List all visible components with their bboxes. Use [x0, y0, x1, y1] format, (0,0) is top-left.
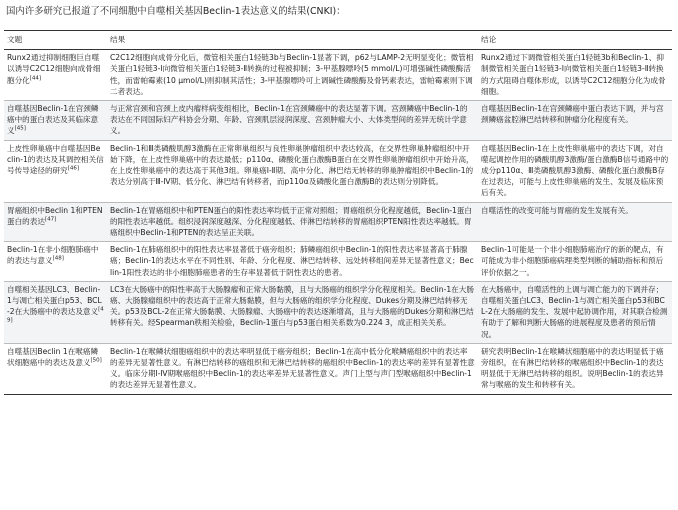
table-caption: 国内许多研究已报道了不同细胞中自噬相关基因Beclin-1表达意义的结果(CNKI)： — [6, 6, 346, 17]
row-result: Beclin-1在胃癌组织中和PTEN蛋白的阳性表达率均低于正常对照组；胃癌组织分化程度越低，Beclin-1蛋白的阳性表达率越低。组织浸润深度越深、分化程度越低、伴淋巴结转移的胃癌组织PTEN阳性表达率越低。胃癌组织中Beclin-1和PTEN的表达呈正关联。 — [107, 202, 478, 242]
table-row — [4, 242, 672, 282]
table-row — [4, 281, 672, 343]
row-title-cell — [4, 140, 107, 202]
reference-mark: [44] — [29, 75, 42, 82]
reference-mark: [45] — [14, 125, 26, 132]
row-result: Beclin-1在肺癌组织中的阳性表达率显著低于癌旁组织；肺鳞癌组织中Beclin-1的阳性表达率显著高于肺腺癌；Beclin-1的表达水平在不同性别、年龄、分化程度、淋巴结转移、远处转移组间差异无显著性意义；Beclin-1阳性表达的非小细胞肺癌患者的生存率显著低于阴性表达的患者。 — [107, 242, 478, 282]
row-result: LC3在大肠癌中的阳性率高于大肠腺瘤和正常大肠黏膜，且与大肠癌的组织学分化程度相关。Beclin-1在大肠癌、大肠腺瘤组织中的表达高于正常大肠黏膜，但与大肠癌的组织学分化程度、Dukes分期及淋巴结转移无关。p53及BCL-2在正常大肠黏膜、大肠腺瘤、大肠癌中的表达逐渐增高，且与大肠癌的Dukes分期和淋巴结转移有关。经Spearman秩相关检验，Beclin-1蛋白与p53蛋白相关系数为0.224 3，成正相关关系。 — [107, 281, 478, 343]
header-results: 结果 — [107, 31, 478, 50]
table-row — [4, 101, 672, 141]
row-title-cell — [4, 50, 107, 101]
row-title: Runx2通过抑制细胞巨自噬以诱导C2C12细胞向成骨细胞分化 — [7, 53, 101, 85]
table-row — [4, 343, 672, 394]
row-title-cell — [4, 343, 107, 394]
row-title-cell — [4, 242, 107, 282]
row-conclusion: 自噬基因Beclin-1在宫颈鳞癌中蛋白表达下调，并与宫颈鳞癌盆腔淋巴结转移和肿瘤分化程度有关。 — [478, 101, 672, 141]
table-row — [4, 140, 672, 202]
row-title: 胃癌组织中Beclin 1和PTEN蛋白的表达 — [7, 205, 103, 226]
header-conclusion: 结论 — [478, 31, 672, 50]
row-conclusion: 自噬活性的改变可能与胃癌的发生发展有关。 — [478, 202, 672, 242]
row-result: Beclin-1在喉鳞状细胞癌组织中的表达率明显低于癌旁组织；Beclin-1在高中低分化喉鳞癌组织中的表达率的差异无显著性意义。有淋巴结转移的癌组织和无淋巴结转移的癌组织中Beclin-1的表达率的差异有显著性意义。临床分期Ⅰ-Ⅳ期喉癌组织中Beclin-1的表达率差异无显著性意义。声门上型与声门型喉癌组织中Beclin-1的表达差异无显著性意义。 — [107, 343, 478, 394]
row-result: C2C12细胞向成骨分化后，微管相关蛋白1轻链3b与Beclin-1显著下调，p62与LAMP-2无明显变化；微管相关蛋白1轻链3-Ⅰ向微管相关蛋白1轻链3-Ⅱ转换的过程被抑制；3-甲基腺嘌呤(5 mmol/L)可增强碱性磷酸酶活性，而雷帕霉素(10 μmol/L)则抑制其活性；3-甲基腺嘌呤可上调碱性磷酸酶及骨钙素表达，雷帕霉素则下调二者表达。 — [107, 50, 478, 101]
row-conclusion: 研究表明Beclin-1在喉鳞状细胞癌中的表达明显低于癌旁组织，在有淋巴结转移的喉癌组织中Beclin-1的表达明显低于无淋巴结转移的组织。说明Beclin-1的表达异常与喉癌的发生和转移有关。 — [478, 343, 672, 394]
row-conclusion: 自噬基因Beclin-1在上皮性卵巢癌中的表达下调，对自噬起调控作用的磷酸肌醇3激酶/蛋白激酶B信号通路中的成分p110α、Ⅲ类磷酸肌醇3激酶、磷酸化蛋白激酶B存在过表达，可能与上皮性卵巢癌的发生、发展及临床预后有关。 — [478, 140, 672, 202]
row-title-cell — [4, 101, 107, 141]
row-conclusion: 在大肠癌中，自噬活性的上调与凋亡能力的下调并存；自噬相关蛋白LC3、Beclin-1与凋亡相关蛋白p53和BCL-2在大肠癌的发生、发展中起协调作用，对其联合检测有助于了解和判断大肠癌的进展程度及患者的预后情况。 — [478, 281, 672, 343]
table-header-row — [4, 31, 672, 50]
row-title: 自噬基因Beclin 1在喉癌鳞状细胞癌中的表达及意义 — [7, 346, 99, 368]
row-result: Beclin-1和Ⅲ类磷酸肌醇3激酶在正常卵巢组织与良性卵巢肿瘤组织中表达较高，在交界性卵巢肿瘤组织中开始下降，在上皮性卵巢癌中的表达最低；p110α、磷酸化蛋白激酶B蛋白在交界性卵巢肿瘤组织中开始升高，在上皮性卵巢癌中的表达高于其他3组。卵巢癌Ⅰ-Ⅱ期、高中分化、淋巴结无转移的卵巢肿瘤组织中Beclin-1的表达分别高于Ⅲ-Ⅳ期、低分化、淋巴结有转移者，而p110α及磷酸化蛋白激酶B的表达则分别降低。 — [107, 140, 478, 202]
row-conclusion: Runx2通过下调微管相关蛋白1轻链3b和Beclin-1、抑制微管相关蛋白1轻链3-Ⅰ向微管相关蛋白1轻链3-Ⅱ转换的方式阻碍自噬体形成，以诱导C2C12细胞分化为成骨细胞。 — [478, 50, 672, 101]
row-title: Beclin-1在非小细胞肺癌中的表达与意义 — [7, 245, 99, 266]
reference-mark: [46] — [67, 165, 80, 172]
row-conclusion: Beclin-1可能是一个非小细胞肺癌治疗的新的靶点，有可能成为非小细胞肺癌病理类型判断的辅助指标和预后评价依据之一。 — [478, 242, 672, 282]
reference-mark: [50] — [90, 357, 102, 364]
row-result: 与正常宫颈和宫颈上皮内瘤样病变组相比，Beclin-1在宫颈鳞癌中的表达显著下调。宫颈鳞癌中Beclin-1的表达在不同国际妇产科协会分期、年龄、宫颈肌层浸润深度、宫颈肿瘤大小、大体类型间的差异无统计学意义。 — [107, 101, 478, 141]
row-title: 上皮性卵巢癌中自噬基因Beclin-1的表达及其调控相关信号传导途径的研究 — [7, 143, 104, 176]
table-row — [4, 202, 672, 242]
row-title: 自噬基因Beclin-1在宫颈鳞癌中的蛋白表达及其临床意义 — [7, 104, 99, 136]
beclin-results-table — [4, 30, 672, 395]
row-title: 自噬相关基因LC3、Beclin-1与凋亡相关蛋白p53、BCL-2在大肠癌中的表达及意义 — [7, 284, 102, 317]
reference-mark: [49] — [7, 306, 104, 324]
row-title-cell — [4, 281, 107, 343]
table-row — [4, 50, 672, 101]
row-title-cell — [4, 202, 107, 242]
reference-mark: [47] — [44, 216, 57, 223]
header-literature: 文题 — [4, 31, 107, 50]
reference-mark: [48] — [52, 255, 64, 262]
